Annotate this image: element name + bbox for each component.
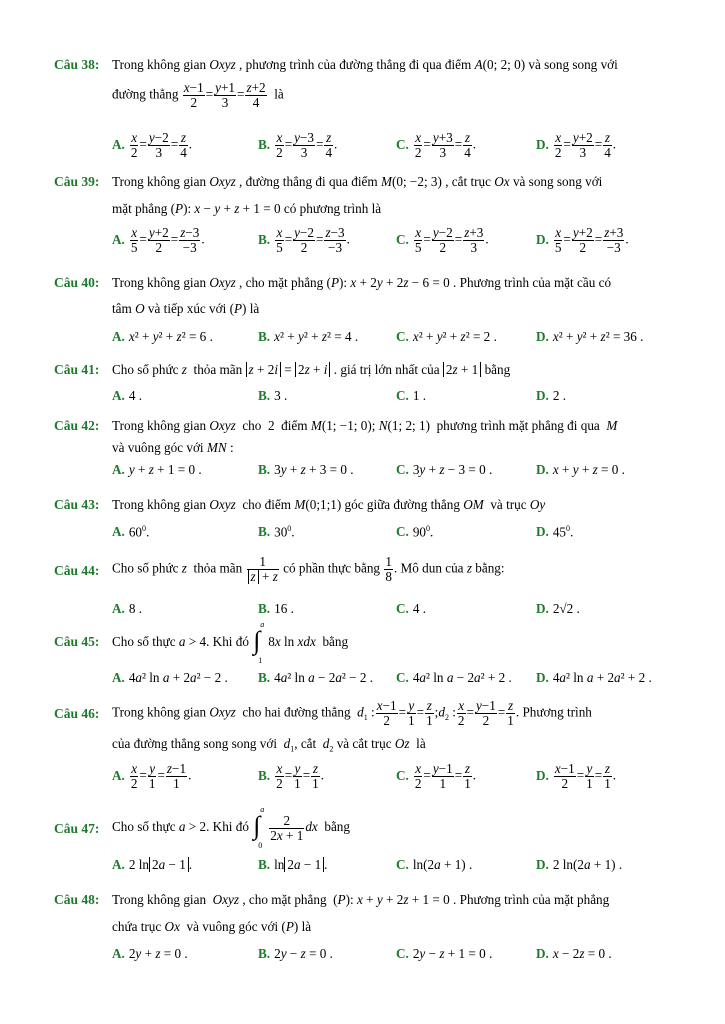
question-label: Câu 43: — [54, 497, 100, 512]
question-text: Cho số thực a > 4. Khi đó ∫ a 1 8x ln xdx bằng — [112, 620, 349, 665]
question-label: Câu 40: — [54, 275, 100, 290]
option-a[interactable]: A. 4 . — [112, 388, 143, 403]
option-d[interactable]: D. $\frac{x}{5}$ = $\frac{y+2}{2}$ = $\frac{z+3}{-3}$ . — [536, 225, 629, 255]
question-text: Trong không gian Oxyz cho hai đường thẳng $d_1$ : $\frac{x-1}{2}$ = $\frac{y}{1}$ = $\frac{z}{1}$ $;d_2$ : $\frac{x}{2}$ = $\frac{y-1}{2}$ = $\frac{z}{1}$ . Phương trình — [112, 698, 592, 728]
option-c[interactable]: C. 4a² ln a − 2a² + 2 . — [396, 670, 512, 685]
option-b[interactable]: B. 3y + z + 3 = 0 . — [258, 462, 354, 477]
question-label: Câu 47: — [54, 821, 100, 836]
option-b[interactable]: B. $\frac{x}{2}$ = $\frac{y}{1}$ = $\frac{z}{1}$ . — [258, 761, 325, 791]
question-text: Trong không gian Oxyz , phương trình của đường thẳng đi qua điểm A(0; 2; 0) và song song với — [112, 57, 618, 72]
option-b[interactable]: B. 16 . — [258, 601, 294, 616]
option-b[interactable]: B. 2y − z = 0 . — [258, 946, 333, 961]
question-text: Cho số phức z thỏa mãn z + 2i = 2z + i . giá trị lớn nhất của 2z + 1 bằng — [112, 362, 511, 377]
option-d[interactable]: D. $45^0$. — [536, 524, 574, 540]
option-d[interactable]: D. 2 . — [536, 388, 567, 403]
option-d[interactable]: D. x + y + z = 0 . — [536, 462, 625, 477]
option-c[interactable]: C. 3y + z − 3 = 0 . — [396, 462, 493, 477]
option-b[interactable]: B. $\frac{x}{2}$ = $\frac{y-3}{3}$ = $\frac{z}{4}$ . — [258, 130, 338, 160]
option-b[interactable]: B. $30^0$. — [258, 524, 295, 540]
question-label: Câu 38: — [54, 57, 100, 72]
option-d[interactable]: D. $\frac{x-1}{2}$ = $\frac{y}{1}$ = $\frac{z}{1}$ . — [536, 761, 617, 791]
option-a[interactable]: A. $60^0$. — [112, 524, 150, 540]
option-d[interactable]: D. 2√2 . — [536, 601, 580, 616]
question-label: Câu 42: — [54, 418, 100, 433]
option-c[interactable]: C. $\frac{x}{2}$ = $\frac{y-1}{1}$ = $\frac{z}{1}$ . — [396, 761, 477, 791]
option-a[interactable]: A. 8 . — [112, 601, 143, 616]
option-d[interactable]: D. 4a² ln a + 2a² + 2 . — [536, 670, 652, 685]
question-text: Trong không gian Oxyz cho 2 điểm M(1; −1; 0); N(1; 2; 1) phương trình mặt phẳng đi qua M — [112, 418, 618, 433]
question-text: tâm O và tiếp xúc với (P) là — [112, 301, 260, 316]
option-c[interactable]: C. $\frac{x}{2}$ = $\frac{y+3}{3}$ = $\frac{z}{4}$ . — [396, 130, 477, 160]
option-d[interactable]: D. x² + y² + z² = 36 . — [536, 329, 644, 344]
option-d[interactable]: D. $\frac{x}{2}$ = $\frac{y+2}{3}$ = $\frac{z}{4}$ . — [536, 130, 617, 160]
option-c[interactable]: C. x² + y² + z² = 2 . — [396, 329, 497, 344]
question-text: và vuông góc với MN : — [112, 440, 234, 455]
option-b[interactable]: B. 4a² ln a − 2a² − 2 . — [258, 670, 374, 685]
question-text: mặt phẳng (P): x − y + z + 1 = 0 có phương trình là — [112, 201, 382, 216]
question-text: Trong không gian Oxyz , cho mặt phẳng (P): x + y + 2z + 1 = 0 . Phương trình của mặt phẳng — [112, 892, 610, 907]
question-text: Trong không gian Oxyz cho điểm M(0;1;1) góc giữa đường thẳng OM và trục Oy — [112, 497, 546, 512]
option-a[interactable]: A. 2 ln 2a − 1 . — [112, 857, 193, 872]
option-c[interactable]: C. 4 . — [396, 601, 427, 616]
question-text: Trong không gian Oxyz , đường thẳng đi qua điểm M(0; −2; 3) , cắt trục Ox và song song với — [112, 174, 603, 189]
option-a[interactable]: A. $\frac{x}{5}$ = $\frac{y+2}{2}$ = $\frac{z-3}{-3}$ . — [112, 225, 205, 255]
option-c[interactable]: C. $\frac{x}{5}$ = $\frac{y-2}{2}$ = $\frac{z+3}{3}$ . — [396, 225, 489, 255]
question-text: Cho số thực a > 2. Khi đó ∫ a 0 $\frac{2}{2x + 1}$ dx bằng — [112, 805, 350, 850]
question-text: Trong không gian Oxyz , cho mặt phẳng (P): x + 2y + 2z − 6 = 0 . Phương trình của mặt cầu có — [112, 275, 612, 290]
question-text: chứa trục Ox và vuông góc với (P) là — [112, 919, 312, 934]
option-b[interactable]: B. 3 . — [258, 388, 288, 403]
option-c[interactable]: C. ln(2a + 1) . — [396, 857, 473, 872]
question-label: Câu 41: — [54, 362, 100, 377]
question-label: Câu 45: — [54, 634, 100, 649]
question-label: Câu 39: — [54, 174, 100, 189]
option-a[interactable]: A. y + z + 1 = 0 . — [112, 462, 202, 477]
option-b[interactable]: B. ln 2a − 1 . — [258, 857, 328, 872]
option-a[interactable]: A. $\frac{x}{2}$ = $\frac{y}{1}$ = $\frac{z-1}{1}$ . — [112, 761, 192, 791]
option-a[interactable]: A. x² + y² + z² = 6 . — [112, 329, 213, 344]
option-c[interactable]: C. $90^0$. — [396, 524, 434, 540]
option-a[interactable]: A. $\frac{x}{2}$ = $\frac{y-2}{3}$ = $\frac{z}{4}$ . — [112, 130, 193, 160]
question-label: Câu 46: — [54, 706, 100, 721]
question-text: của đường thẳng song song với $d_1$, cắt $d_2$ và cắt trục Oz là — [112, 736, 426, 754]
option-a[interactable]: A. 2y + z = 0 . — [112, 946, 188, 961]
option-c[interactable]: C. 2y − z + 1 = 0 . — [396, 946, 493, 961]
option-a[interactable]: A. 4a² ln a + 2a² − 2 . — [112, 670, 228, 685]
option-b[interactable]: B. x² + y² + z² = 4 . — [258, 329, 359, 344]
option-b[interactable]: B. $\frac{x}{5}$ = $\frac{y-2}{2}$ = $\frac{z-3}{-3}$ . — [258, 225, 350, 255]
option-d[interactable]: D. 2 ln(2a + 1) . — [536, 857, 623, 872]
question-label: Câu 48: — [54, 892, 100, 907]
option-c[interactable]: C. 1 . — [396, 388, 427, 403]
question-text: đường thẳng $\frac{x-1}{2}$ = $\frac{y+1}{3}$ = $\frac{z+2}{4}$ là — [112, 80, 284, 110]
option-d[interactable]: D. x − 2z = 0 . — [536, 946, 612, 961]
question-text: Cho số phức z thỏa mãn $\frac{1}{z + z}$ có phần thực bằng $\frac{1}{8}$ . Mô dun của z bằng: — [112, 554, 505, 584]
question-label: Câu 44: — [54, 563, 100, 578]
